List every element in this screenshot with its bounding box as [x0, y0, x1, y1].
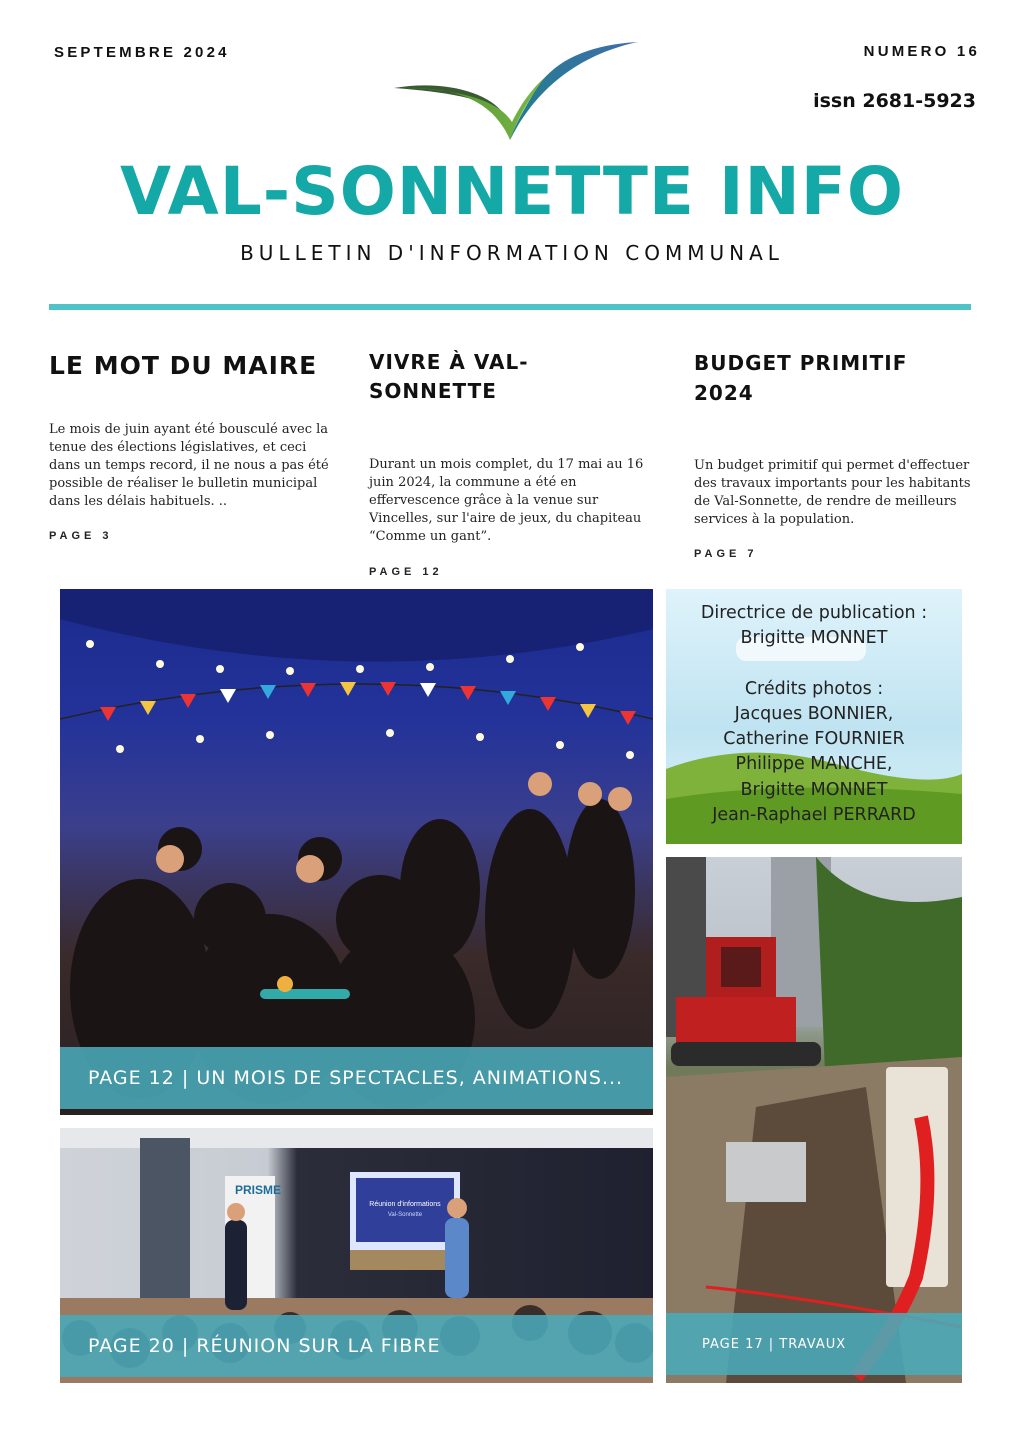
photographer: Philippe MANCHE,: [735, 754, 893, 775]
works-photo[interactable]: [666, 857, 962, 1383]
caption-circus[interactable]: PAGE 12 | UN MOIS DE SPECTACLES, ANIMATIONS...: [60, 1047, 653, 1109]
article-summary: Le mois de juin ayant été bousculé avec la tenue des élections législatives, et ceci dans un temps record, il ne nous a pas été possible de réaliser le bulletin municipal dans les délais habituels. ..: [49, 422, 329, 509]
photographer: Jacques BONNIER,: [734, 703, 894, 724]
newsletter-subtitle: BULLETIN D'INFORMATION COMMUNAL: [240, 241, 784, 265]
director-name: Brigitte MONNET: [740, 628, 888, 649]
page-ref[interactable]: PAGE 3: [49, 530, 113, 542]
issue-date: SEPTEMBRE 2024: [54, 44, 230, 61]
caption-fibre[interactable]: PAGE 20 | RÉUNION SUR LA FIBRE: [60, 1315, 653, 1377]
caption-works[interactable]: PAGE 17 | TRAVAUX: [666, 1313, 962, 1375]
fibre-meeting-photo[interactable]: [60, 1128, 653, 1383]
director-label: Directrice de publication :: [700, 603, 928, 623]
issn: issn 2681-5923: [813, 90, 976, 112]
article-budget-primitif: [694, 348, 954, 408]
page-ref[interactable]: PAGE 7: [694, 548, 758, 560]
photographer: Catherine FOURNIER: [723, 729, 905, 750]
page-ref[interactable]: PAGE 12: [369, 566, 443, 578]
slide-subtitle: Val-Sonnette: [387, 1212, 423, 1218]
photos-label: Crédits photos :: [744, 678, 884, 699]
article-summary: Un budget primitif qui permet d'effectuer des travaux importants pour les habitants de Val-Sonnette, de rendre de meilleurs services à la population.: [694, 458, 971, 527]
article-summary: Durant un mois complet, du 17 mai au 16 juin 2024, la commune a été en effervescence grâce à la venue sur Vincelles, sur l'aire de jeux, du chapiteau “Comme un gant”.: [369, 457, 644, 544]
photographer: Brigitte MONNET: [740, 779, 888, 800]
slide-title: Réunion d'informations: [369, 1201, 441, 1208]
publication-credits: [666, 589, 962, 844]
issue-number: NUMERO 16: [863, 43, 980, 60]
circus-tent-photo[interactable]: [60, 589, 653, 1115]
bird-logo: [392, 36, 642, 146]
photographer: Jean-Raphael PERRARD: [712, 805, 916, 826]
article-mot-du-maire: [49, 350, 339, 382]
article-heading: VIVRE À VAL-SONNETTE: [369, 350, 529, 403]
circus-scene-illustration: [60, 589, 653, 1115]
article-heading: LE MOT DU MAIRE: [49, 351, 318, 380]
prisme-banner-logo: PRISME: [235, 1183, 282, 1197]
newsletter-title: VAL-SONNETTE INFO: [120, 153, 904, 230]
header-divider: [49, 304, 971, 310]
works-scene-illustration: [666, 857, 962, 1383]
article-vivre-a-val-sonnette: [369, 348, 619, 406]
article-heading: BUDGET PRIMITIF 2024: [694, 351, 908, 405]
credits-text: [666, 601, 962, 828]
